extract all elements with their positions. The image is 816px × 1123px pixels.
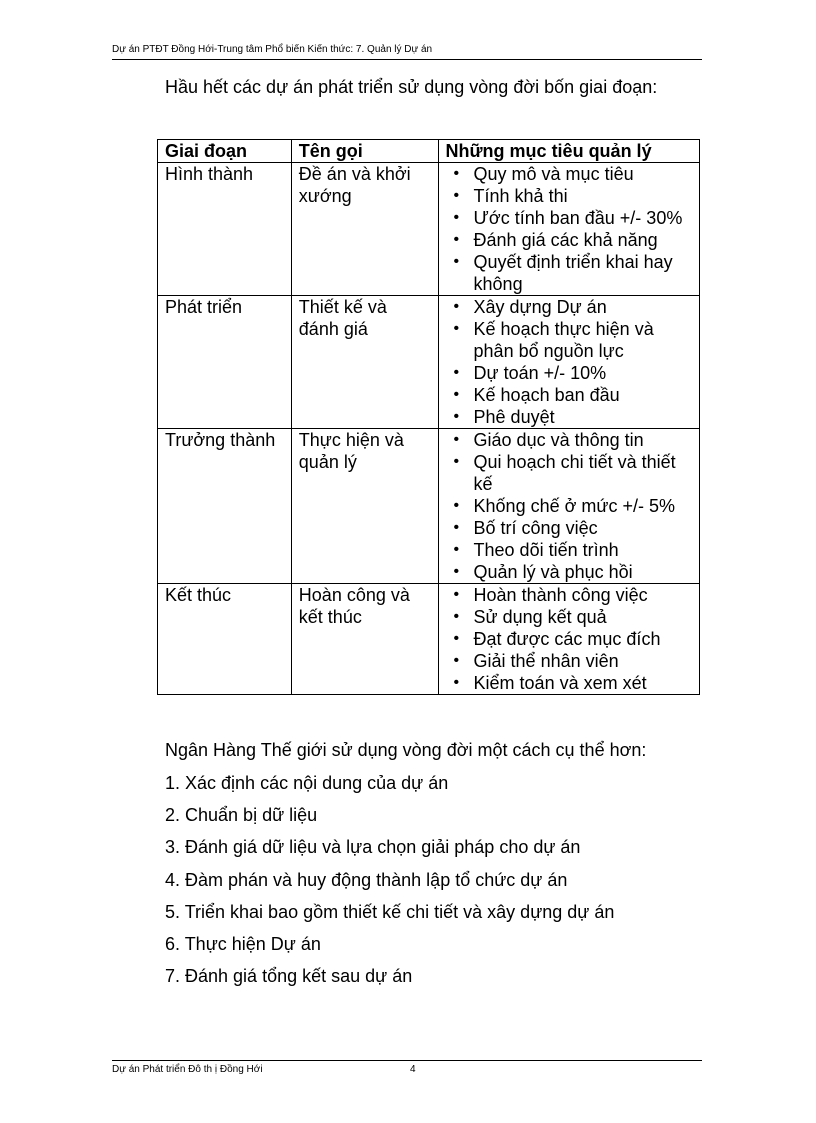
- page-footer: [112, 1060, 702, 1075]
- list-item: • Đánh giá các khả năng: [474, 229, 693, 251]
- worldbank-intro: Ngân Hàng Thế giới sử dụng vòng đời một cách cụ thể hơn:: [165, 740, 647, 760]
- list-item: • Xây dựng Dự án: [474, 296, 693, 318]
- worldbank-steps-list: [165, 771, 614, 996]
- list-item: 4. Đàm phán và huy động thành lập tổ chức dự án: [165, 869, 568, 890]
- page-header: Dự án PTĐT Đồng Hới-Trung tâm Phổ biến Kiến thức: 7. Quản lý Dự án: [112, 44, 702, 60]
- goals-cell: [438, 429, 699, 584]
- goals-cell: [438, 296, 699, 429]
- list-item: • Kế hoạch ban đầu: [474, 384, 693, 406]
- list-item: • Kiểm toán và xem xét: [474, 672, 693, 694]
- list-item: 2. Chuẩn bị dữ liệu: [165, 805, 318, 826]
- table-row: [158, 296, 700, 429]
- list-item: 6. Thực hiện Dự án: [165, 933, 321, 954]
- list-item: • Bố trí công việc: [474, 517, 693, 539]
- name-cell: Thực hiện và quản lý: [291, 429, 438, 584]
- list-item: • Sử dụng kết quả: [474, 606, 693, 628]
- list-item: • Giáo dục và thông tin: [474, 429, 693, 451]
- list-item: • Quy mô và mục tiêu: [474, 163, 693, 185]
- list-item: 5. Triển khai bao gồm thiết kế chi tiết và xây dựng dự án: [165, 901, 615, 922]
- lifecycle-table: [157, 139, 700, 695]
- table-row: [158, 163, 700, 296]
- column-header-phase: Giai đoạn: [158, 140, 292, 163]
- footer-title: Dự án Phát triển Đô th ị Đồng Hới: [112, 1064, 263, 1075]
- column-header-goals: Những mục tiêu quản lý: [438, 140, 699, 163]
- list-item: 3. Đánh giá dữ liệu và lựa chọn giải pháp cho dự án: [165, 837, 581, 858]
- table-row: [158, 584, 700, 695]
- list-item: • Dự toán +/- 10%: [474, 362, 693, 384]
- list-item: • Tính khả thi: [474, 185, 693, 207]
- name-cell: Đề án và khởi xướng: [291, 163, 438, 296]
- list-item: • Theo dõi tiến trình: [474, 539, 693, 561]
- goals-list: [446, 429, 693, 583]
- goals-list: [446, 163, 693, 295]
- list-item: • Kế hoạch thực hiện và phân bổ nguồn lực: [474, 318, 693, 362]
- name-cell: Hoàn công và kết thúc: [291, 584, 438, 695]
- page-number: 4: [410, 1064, 416, 1075]
- goals-list: [446, 296, 693, 428]
- list-item: • Ước tính ban đầu +/- 30%: [474, 207, 693, 229]
- goals-list: [446, 584, 693, 694]
- intro-paragraph: Hầu hết các dự án phát triển sử dụng vòng đời bốn giai đoạn:: [165, 77, 658, 97]
- list-item: 1. Xác định các nội dung của dự án: [165, 773, 449, 793]
- list-item: • Hoàn thành công việc: [474, 584, 693, 606]
- table-row: [158, 429, 700, 584]
- phase-cell: Kết thúc: [158, 584, 292, 695]
- phase-cell: Trưởng thành: [158, 429, 292, 584]
- list-item: • Phê duyệt: [474, 406, 693, 428]
- list-item: • Giải thể nhân viên: [474, 650, 693, 672]
- name-cell: Thiết kế và đánh giá: [291, 296, 438, 429]
- list-item: 7. Đánh giá tổng kết sau dự án: [165, 966, 413, 987]
- list-item: • Quản lý và phục hồi: [474, 561, 693, 583]
- goals-cell: [438, 584, 699, 695]
- column-header-name: Tên gọi: [291, 140, 438, 163]
- list-item: • Qui hoạch chi tiết và thiết kế: [474, 451, 693, 495]
- list-item: • Đạt được các mục đích: [474, 628, 693, 650]
- table-header-row: [158, 140, 700, 163]
- phase-cell: Phát triển: [158, 296, 292, 429]
- goals-cell: [438, 163, 699, 296]
- list-item: • Quyết định triển khai hay không: [474, 251, 693, 295]
- list-item: • Khống chế ở mức +/- 5%: [474, 495, 693, 517]
- phase-cell: Hình thành: [158, 163, 292, 296]
